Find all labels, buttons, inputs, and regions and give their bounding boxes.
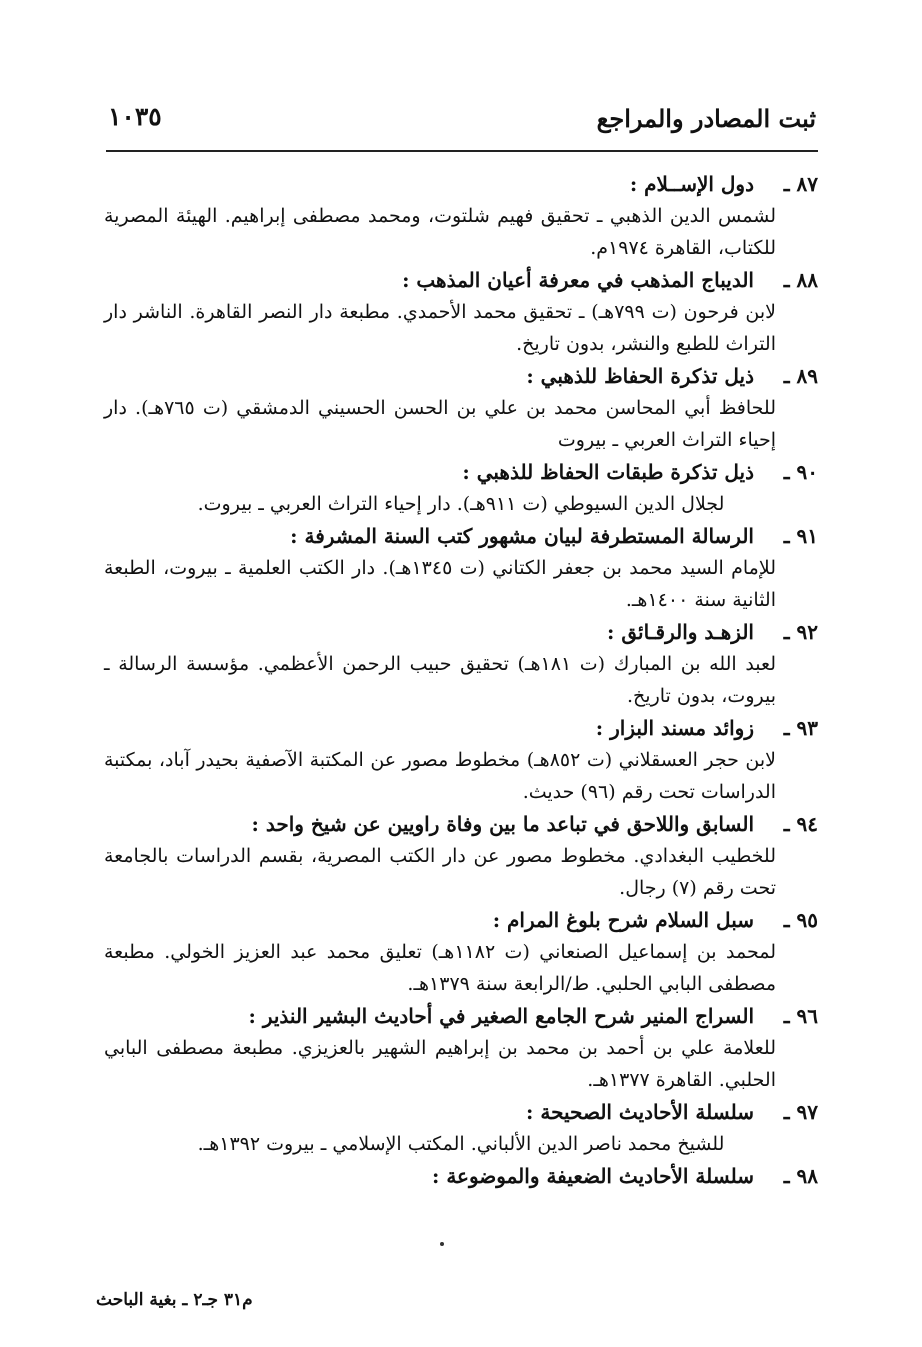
bibliography-entry [104,808,818,904]
entry-number: ٩٥ ـ [783,908,818,932]
entry-title: دول الإســلام : [629,172,754,196]
entry-number: ٩٧ ـ [783,1100,818,1124]
print-speck [440,1242,444,1246]
bibliography-entry [104,616,818,712]
entry-body: لابن فرحون (ت ٧٩٩هـ) ـ تحقيق محمد الأحمدي. مطبعة دار النصر القاهرة. الناشر دار التراث للطبع والنشر، بدون تاريخ. [104,301,777,355]
bibliography-entry [104,1096,818,1160]
entry-number: ٨٩ ـ [783,364,818,388]
bibliography-entry [104,904,818,1000]
entry-title: الزهـد والرقـائق : [606,620,754,644]
entry-number: ٩٨ ـ [783,1164,818,1188]
page-header [108,100,816,146]
entry-title: الديباج المذهب في معرفة أعيان المذهب : [402,268,754,292]
bibliography-entry [104,1000,818,1096]
entry-number: ٨٨ ـ [783,268,818,292]
page-footer: م٣١ جـ٢ ـ بغية الباحث [96,1290,253,1310]
entry-body: لابن حجر العسقلاني (ت ٨٥٢هـ) مخطوط مصور عن المكتبة الآصفية بحيدر آباد، بمكتبة الدراسات تحت رقم (٩٦) حديث. [104,749,776,803]
entry-title: السراج المنير شرح الجامع الصغير في أحاديث البشير النذير : [248,1004,754,1028]
entry-body: لشمس الدين الذهبي ـ تحقيق فهيم شلتوت، ومحمد مصطفى إبراهيم. الهيئة المصرية للكتاب، القاهرة ١٩٧٤م. [104,205,776,259]
bibliography-entry [104,712,818,808]
entry-title: السابق واللاحق في تباعد ما بين وفاة راويين عن شيخ واحد : [251,812,754,836]
entry-number: ٩٦ ـ [783,1004,818,1028]
bibliography-entry [104,520,818,616]
entry-number: ٩٢ ـ [783,620,818,644]
entry-title: الرسالة المستطرفة لبيان مشهور كتب السنة المشرفة : [290,524,754,548]
entry-title: سلسلة الأحاديث الصحيحة : [526,1100,754,1124]
entry-body: للشيخ محمد ناصر الدين الألباني. المكتب الإسلامي ـ بيروت ١٣٩٢هـ. [197,1133,725,1155]
entry-title: ذيل تذكرة الحفاظ للذهبي : [526,364,754,388]
running-title: ثبت المصادر والمراجع [596,104,816,133]
entry-body: للحافظ أبي المحاسن محمد بن علي بن الحسن الحسيني الدمشقي (ت ٧٦٥هـ). دار إحياء التراث العربي ـ بيروت [104,397,776,451]
entry-title: ذيل تذكرة طبقات الحفاظ للذهبي : [462,460,754,484]
entry-title: سلسلة الأحاديث الضعيفة والموضوعة : [431,1164,754,1188]
bibliography-entry [104,168,818,264]
entry-body: للإمام السيد محمد بن جعفر الكتاني (ت ١٣٤٥هـ). دار الكتب العلمية ـ بيروت، الطبعة الثانية سنة ١٤٠٠هـ. [104,557,776,611]
entry-number: ٩٤ ـ [783,812,818,836]
bibliography-entry [104,264,818,360]
bibliography-entry [104,1160,818,1192]
entry-number: ٨٧ ـ [783,172,818,196]
page-number: ١٠٣٥ [108,102,162,131]
entry-title: زوائد مسند البزار : [595,716,754,740]
entry-number: ٩١ ـ [783,524,818,548]
entry-body: لعبد الله بن المبارك (ت ١٨١هـ) تحقيق حبيب الرحمن الأعظمي. مؤسسة الرسالة ـ بيروت، بدون تاريخ. [104,653,776,707]
entry-body: لجلال الدين السيوطي (ت ٩١١هـ). دار إحياء التراث العربي ـ بيروت. [197,493,725,515]
entry-title: سبل السلام شرح بلوغ المرام : [492,908,754,932]
entry-number: ٩٣ ـ [783,716,818,740]
entry-number: ٩٠ ـ [783,460,818,484]
entry-body: للعلامة علي بن أحمد بن محمد بن إبراهيم الشهير بالعزيزي. مطبعة مصطفى البابي الحلبي. القاهرة ١٣٧٧هـ. [104,1037,776,1091]
header-rule [106,150,818,152]
bibliography-entry [104,360,818,456]
bibliography-list [104,168,818,1192]
entry-body: للخطيب البغدادي. مخطوط مصور عن دار الكتب المصرية، بقسم الدراسات بالجامعة تحت رقم (٧) رجال. [104,845,776,899]
bibliography-entry [104,456,818,520]
entry-body: لمحمد بن إسماعيل الصنعاني (ت ١١٨٢هـ) تعليق محمد عبد العزيز الخولي. مطبعة مصطفى البابي الحلبي. ط/الرابعة سنة ١٣٧٩هـ. [104,941,776,995]
